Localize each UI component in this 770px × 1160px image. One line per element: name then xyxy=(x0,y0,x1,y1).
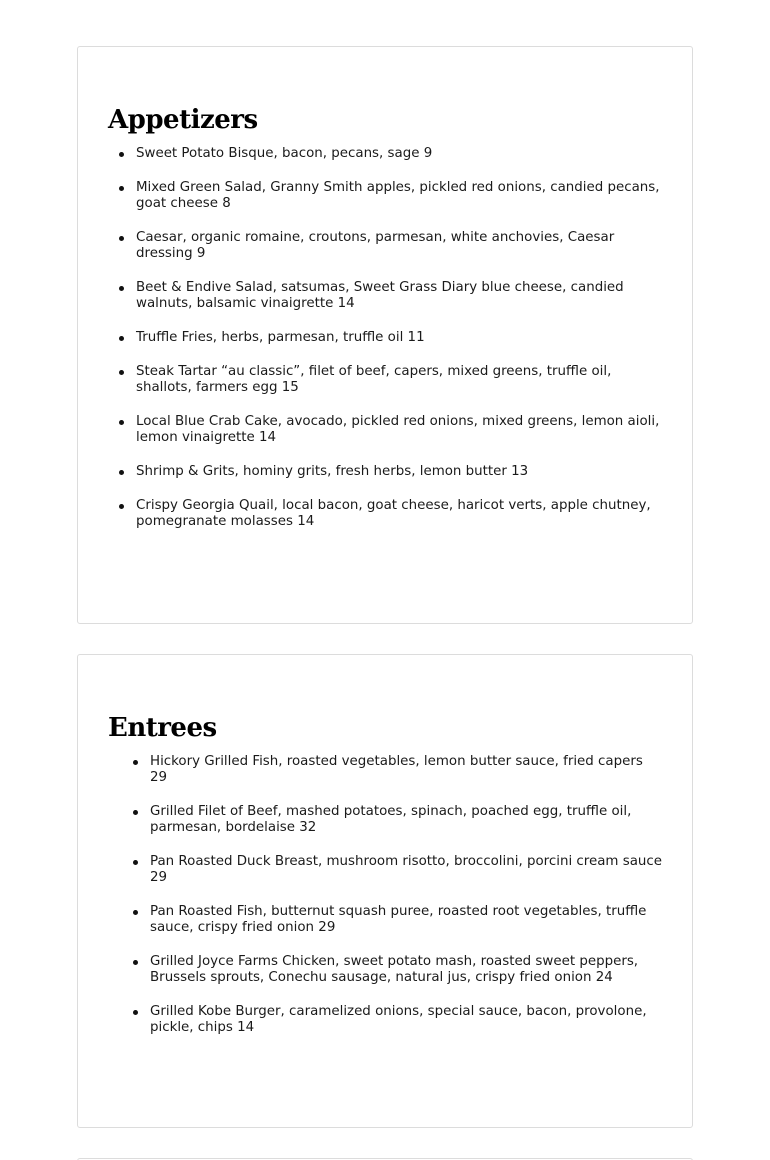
bullet-icon xyxy=(133,960,138,965)
menu-item xyxy=(136,180,664,212)
menu-item-text: Truffle Fries, herbs, parmesan, truffle oil 11 xyxy=(136,330,425,345)
bullet-icon xyxy=(133,1010,138,1015)
menu-item-text: Mixed Green Salad, Granny Smith apples, pickled red onions, candied pecans, goat cheese 8 xyxy=(136,180,660,211)
menu-item-text: Crispy Georgia Quail, local bacon, goat cheese, haricot verts, apple chutney, pomegranate molasses 14 xyxy=(136,498,651,529)
menu-item xyxy=(150,804,664,836)
appetizers-list xyxy=(136,146,664,548)
bullet-icon xyxy=(119,236,124,241)
menu-item xyxy=(136,414,664,446)
menu-item xyxy=(136,230,664,262)
menu-item-text: Shrimp & Grits, hominy grits, fresh herbs, lemon butter 13 xyxy=(136,464,529,479)
entrees-list xyxy=(150,754,664,1054)
menu-item xyxy=(150,954,664,986)
menu-item xyxy=(136,464,664,480)
menu-item xyxy=(136,364,664,396)
bullet-icon xyxy=(119,420,124,425)
menu-item xyxy=(136,330,664,346)
entrees-card xyxy=(77,654,693,1128)
menu-item-text: Grilled Kobe Burger, caramelized onions, special sauce, bacon, provolone, pickle, chips 14 xyxy=(150,1004,647,1035)
menu-item-text: Local Blue Crab Cake, avocado, pickled red onions, mixed greens, lemon aioli, lemon vinaigrette 14 xyxy=(136,414,660,445)
menu-item-text: Caesar, organic romaine, croutons, parmesan, white anchovies, Caesar dressing 9 xyxy=(136,230,615,261)
menu-item-text: Beet & Endive Salad, satsumas, Sweet Grass Diary blue cheese, candied walnuts, balsamic vinaigrette 14 xyxy=(136,280,624,311)
bullet-icon xyxy=(133,810,138,815)
menu-item-text: Grilled Joyce Farms Chicken, sweet potato mash, roasted sweet peppers, Brussels sprouts, Conechu sausage, natural jus, crispy fried onion 24 xyxy=(150,954,639,985)
appetizers-card xyxy=(77,46,693,624)
bullet-icon xyxy=(119,152,124,157)
bullet-icon xyxy=(119,286,124,291)
menu-item xyxy=(150,1004,664,1036)
menu-item-text: Steak Tartar “au classic”, filet of beef, capers, mixed greens, truffle oil, shallots, farmers egg 15 xyxy=(136,364,612,395)
entrees-heading: Entrees xyxy=(108,713,217,743)
menu-item xyxy=(136,280,664,312)
bullet-icon xyxy=(119,470,124,475)
menu-item-text: Grilled Filet of Beef, mashed potatoes, spinach, poached egg, truffle oil, parmesan, bordelaise 32 xyxy=(150,804,632,835)
bullet-icon xyxy=(133,910,138,915)
menu-item-text: Sweet Potato Bisque, bacon, pecans, sage 9 xyxy=(136,146,433,161)
menu-item xyxy=(136,498,664,530)
bullet-icon xyxy=(133,860,138,865)
bullet-icon xyxy=(119,336,124,341)
menu-item-text: Pan Roasted Fish, butternut squash puree, roasted root vegetables, truffle sauce, crispy fried onion 29 xyxy=(150,904,647,935)
bullet-icon xyxy=(133,760,138,765)
bullet-icon xyxy=(119,504,124,509)
menu-item xyxy=(150,904,664,936)
bullet-icon xyxy=(119,370,124,375)
menu-item xyxy=(150,754,664,786)
bullet-icon xyxy=(119,186,124,191)
menu-item-text: Hickory Grilled Fish, roasted vegetables, lemon butter sauce, fried capers 29 xyxy=(150,754,643,785)
menu-item xyxy=(136,146,664,162)
appetizers-heading: Appetizers xyxy=(108,105,258,135)
menu-item xyxy=(150,854,664,886)
menu-item-text: Pan Roasted Duck Breast, mushroom risotto, broccolini, porcini cream sauce 29 xyxy=(150,854,663,885)
